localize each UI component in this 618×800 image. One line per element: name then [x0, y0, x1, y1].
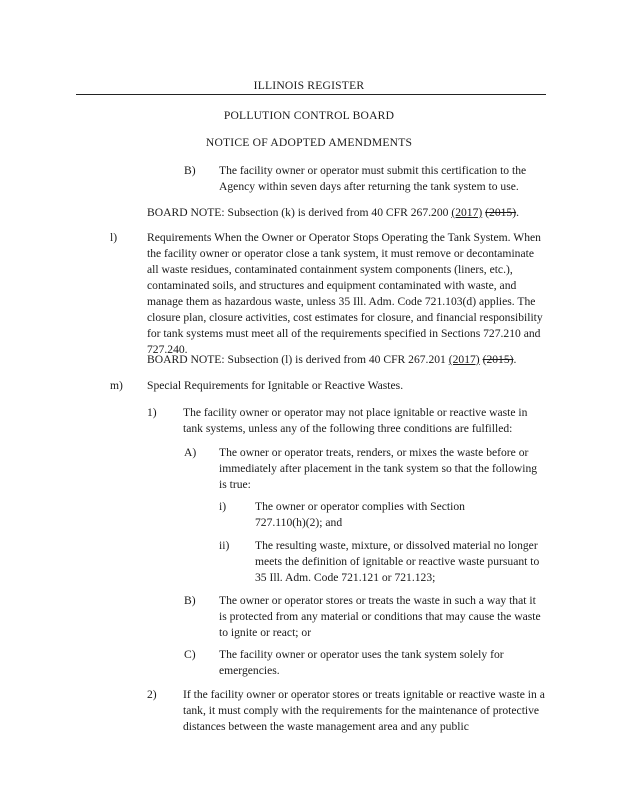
board-note-l-text: BOARD NOTE: Subsection (l) is derived from 40 CFR 267.201	[147, 353, 449, 366]
item-label-m1B: B)	[184, 594, 196, 607]
item-text-m1C: The facility owner or operator uses the tank system solely for emergencies.	[219, 648, 504, 677]
item-label-m1Aii: ii)	[219, 539, 230, 552]
board-note-l-deleted: (2015)	[482, 353, 514, 366]
item-text-m1B: The owner or operator stores or treats the waste in such a way that it is protected from any material or conditions that may cause the waste to ignite or react; or	[219, 594, 541, 639]
board-note-k-text: BOARD NOTE: Subsection (k) is derived from 40 CFR 267.200	[147, 206, 452, 219]
item-text-m1Aii: The resulting waste, mixture, or dissolved material no longer meets the definition of ignitable or reactive waste pursuant to 35 Ill. Adm. Code 721.121 or 721.123;	[255, 539, 540, 584]
item-label-m1: 1)	[147, 406, 157, 419]
header-rule	[76, 94, 546, 95]
register-title: ILLINOIS REGISTER	[253, 79, 365, 92]
item-label-m1C: C)	[184, 648, 196, 661]
board-note-l-added: (2017)	[448, 353, 480, 366]
item-text-kB: The facility owner or operator must submit this certification to the Agency within seven days after returning the tank system to use.	[219, 164, 527, 193]
item-text-m1Ai: The owner or operator complies with Section 727.110(h)(2); and	[255, 500, 465, 529]
section-label-m: m)	[110, 379, 123, 392]
board-note-k: BOARD NOTE: Subsection (k) is derived from 40 CFR 267.200 (2017) (2015).	[147, 206, 519, 219]
section-label-l: l)	[110, 231, 118, 244]
item-text-m2: If the facility owner or operator stores or treats ignitable or reactive waste in a tank, it must comply with the requirements for the maintenance of protective distances between the waste management area and any public	[183, 688, 545, 733]
board-title: POLLUTION CONTROL BOARD	[223, 109, 395, 122]
section-text-m: Special Requirements for Ignitable or Reactive Wastes.	[147, 379, 404, 392]
notice-title: NOTICE OF ADOPTED AMENDMENTS	[205, 136, 413, 149]
item-text-m1: The facility owner or operator may not place ignitable or reactive waste in tank systems, unless any of the following three conditions are fulfilled:	[183, 406, 528, 435]
item-label-m1Ai: i)	[219, 500, 227, 513]
section-text-l: Requirements When the Owner or Operator Stops Operating the Tank System. When the facility owner or operator close a tank system, it must remove or decontaminate all waste residues, contaminated containment system components (liners, etc.), contaminated soils, and structures and equipment contaminated with waste, and manage them as hazardous waste, unless 35 Ill. Adm. Code 721.103(d) applies. The closure plan, closure activities, cost estimates for closure, and financial responsibility for tank systems must meet all of the requirements specified in Sections 727.210 and 727.240.	[147, 231, 543, 356]
board-note-l: BOARD NOTE: Subsection (l) is derived from 40 CFR 267.201 (2017) (2015).	[147, 353, 517, 366]
item-label-kB: B)	[184, 164, 196, 177]
item-label-m1A: A)	[184, 446, 197, 459]
item-text-m1A: The owner or operator treats, renders, or mixes the waste before or immediately after placement in the tank system so that the following is true:	[219, 446, 538, 491]
board-note-k-added: (2017)	[451, 206, 483, 219]
board-note-k-deleted: (2015)	[485, 206, 517, 219]
item-label-m2: 2)	[147, 688, 157, 701]
